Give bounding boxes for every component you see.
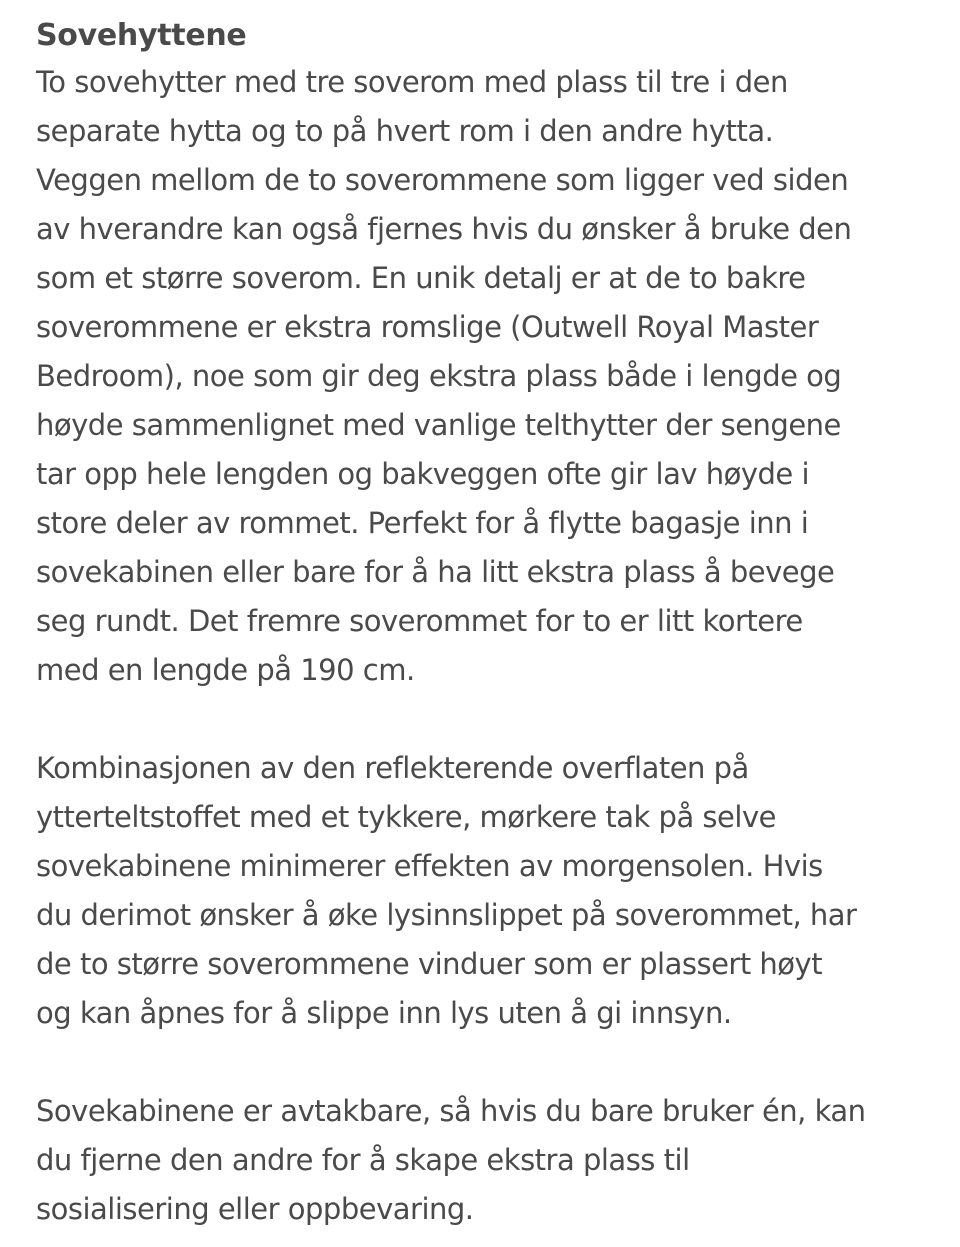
paragraph-line: sovekabinen eller bare for å ha litt ekstra plass å bevege [36,555,835,589]
paragraph-line: store deler av rommet. Perfekt for å flytte bagasje inn i [36,506,809,540]
paragraph-line: To sovehytter med tre soverom med plass til tre i den [36,65,788,99]
paragraph-line: Bedroom), noe som gir deg ekstra plass både i lengde og [36,359,842,393]
paragraph-line: Kombinasjonen av den reflekterende overflaten på [36,751,749,785]
paragraph-line: separate hytta og to på hvert rom i den andre hytta. [36,114,774,148]
paragraph-line: Veggen mellom de to soverommene som ligger ved siden [36,163,849,197]
paragraph-2 [36,744,936,1038]
paragraph-line: soverommene er ekstra romslige (Outwell Royal Master [36,310,819,344]
paragraph-line: seg rundt. Det fremre soverommet for to er litt kortere [36,604,803,638]
paragraph-line: av hverandre kan også fjernes hvis du ønsker å bruke den [36,212,852,246]
paragraph-spacer [36,695,936,744]
article [36,14,936,1234]
article-title: Sovehyttene [36,18,247,53]
paragraph-line: ytterteltstoffet med et tykkere, mørkere tak på selve [36,800,776,834]
paragraph-line: med en lengde på 190 cm. [36,653,415,687]
paragraph-line: de to større soverommene vinduer som er plassert høyt [36,947,823,981]
paragraph-line: du derimot ønsker å øke lysinnslippet på soverommet, har [36,898,857,932]
paragraph-line: Sovekabinene er avtakbare, så hvis du bare bruker én, kan [36,1094,866,1128]
paragraph-line: høyde sammenlignet med vanlige telthytter der sengene [36,408,841,442]
paragraph-3 [36,1087,936,1234]
paragraph-line: som et større soverom. En unik detalj er at de to bakre [36,261,806,295]
paragraph-line: sovekabinene minimerer effekten av morgensolen. Hvis [36,849,823,883]
paragraph-line: sosialisering eller oppbevaring. [36,1192,474,1226]
paragraph-line: du fjerne den andre for å skape ekstra plass til [36,1143,690,1177]
paragraph-line: og kan åpnes for å slippe inn lys uten å gi innsyn. [36,996,732,1030]
paragraph-1 [36,58,936,695]
paragraph-line: tar opp hele lengden og bakveggen ofte gir lav høyde i [36,457,810,491]
paragraph-spacer [36,1038,936,1087]
